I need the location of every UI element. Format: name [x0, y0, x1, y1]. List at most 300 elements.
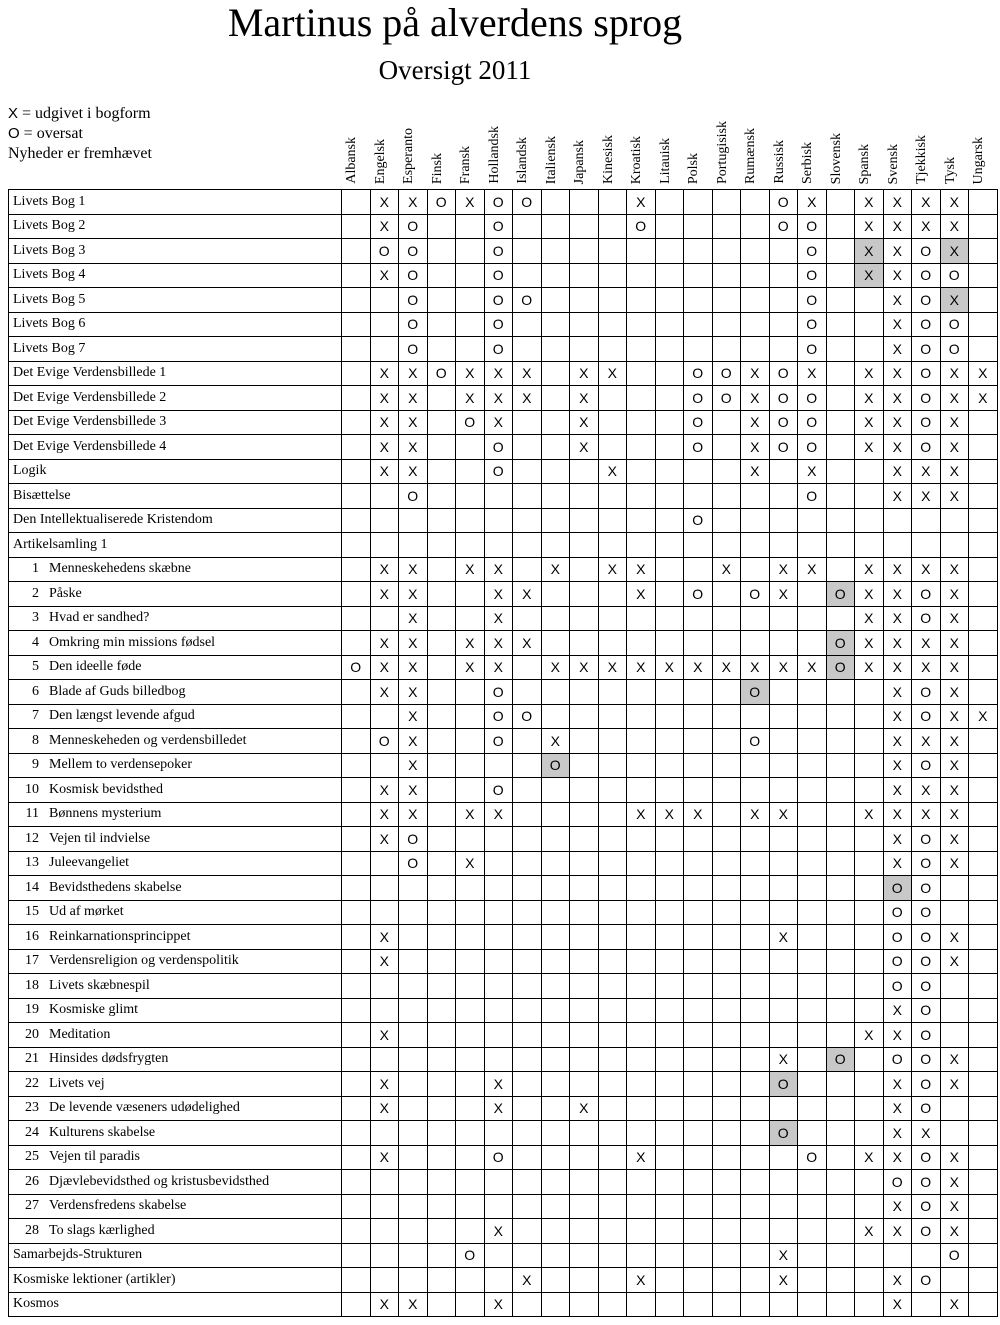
cell-svensk: X — [883, 1194, 912, 1219]
cell-slovensk — [826, 190, 855, 215]
cell-kinesisk — [598, 410, 627, 435]
cell-rumænsk — [741, 557, 770, 582]
cell-spansk: X — [855, 435, 884, 460]
cell-slovensk — [826, 925, 855, 950]
table-row — [9, 1121, 998, 1146]
cell-kinesisk — [598, 1072, 627, 1097]
row-title-text: Reinkarnationsprincippet — [49, 928, 191, 944]
row-title-text: Livets Bog 3 — [13, 242, 86, 258]
cell-hollandsk: X — [484, 631, 513, 656]
cell-islandsk — [513, 1170, 542, 1195]
row-title-text: Logik — [13, 463, 47, 479]
cell-russisk — [769, 484, 798, 509]
row-number: 13 — [25, 855, 39, 871]
cell-esperanto — [399, 1121, 428, 1146]
row-number: 21 — [25, 1051, 39, 1067]
language-label: Albansk — [344, 137, 360, 184]
cell-kinesisk — [598, 1096, 627, 1121]
cell-esperanto: X — [399, 753, 428, 778]
cell-hollandsk: O — [484, 312, 513, 337]
cell-tysk — [940, 876, 969, 901]
cell-islandsk — [513, 851, 542, 876]
cell-engelsk — [370, 606, 399, 631]
cell-albansk — [342, 1243, 371, 1268]
cell-finsk — [427, 1096, 456, 1121]
cell-italiensk — [541, 827, 570, 852]
cell-rumænsk — [741, 1170, 770, 1195]
cell-portugisisk — [712, 1023, 741, 1048]
cell-rumænsk — [741, 312, 770, 337]
cell-russisk — [769, 1219, 798, 1244]
cell-fransk — [456, 900, 485, 925]
cell-slovensk — [826, 729, 855, 754]
cell-ungarsk — [969, 949, 998, 974]
cell-serbisk — [798, 974, 827, 999]
cell-kroatisk — [627, 827, 656, 852]
cell-kroatisk — [627, 876, 656, 901]
language-header-14 — [737, 110, 766, 186]
cell-spansk — [855, 1243, 884, 1268]
cell-spansk: X — [855, 631, 884, 656]
cell-portugisisk — [712, 239, 741, 264]
row-title-text: Menneskeheden og verdensbilledet — [49, 732, 247, 748]
cell-hollandsk — [484, 484, 513, 509]
cell-italiensk — [541, 974, 570, 999]
row-number: 23 — [25, 1100, 39, 1116]
cell-hollandsk: O — [484, 239, 513, 264]
cell-kinesisk — [598, 1023, 627, 1048]
cell-spansk — [855, 827, 884, 852]
row-number: 3 — [32, 610, 39, 626]
cell-serbisk: O — [798, 410, 827, 435]
cell-esperanto: O — [399, 827, 428, 852]
cell-islandsk — [513, 1219, 542, 1244]
cell-litauisk — [655, 631, 684, 656]
cell-islandsk — [513, 974, 542, 999]
cell-kinesisk — [598, 582, 627, 607]
cell-rumænsk — [741, 851, 770, 876]
cell-islandsk — [513, 876, 542, 901]
row-title — [9, 1243, 342, 1268]
cell-fransk — [456, 288, 485, 313]
cell-russisk — [769, 533, 798, 558]
row-number: 9 — [32, 757, 39, 773]
cell-slovensk — [826, 851, 855, 876]
cell-polsk: O — [684, 361, 713, 386]
cell-islandsk — [513, 508, 542, 533]
cell-polsk: O — [684, 582, 713, 607]
cell-fransk: O — [456, 1243, 485, 1268]
row-title — [9, 876, 342, 901]
cell-finsk — [427, 680, 456, 705]
cell-japansk — [570, 876, 599, 901]
cell-kinesisk — [598, 631, 627, 656]
language-label: Islandsk — [515, 137, 531, 184]
cell-russisk: O — [769, 214, 798, 239]
cell-engelsk: X — [370, 459, 399, 484]
cell-rumænsk: X — [741, 655, 770, 680]
cell-litauisk — [655, 557, 684, 582]
cell-litauisk — [655, 876, 684, 901]
cell-serbisk — [798, 851, 827, 876]
cell-kroatisk — [627, 1219, 656, 1244]
cell-italiensk — [541, 1292, 570, 1317]
cell-hollandsk: O — [484, 459, 513, 484]
cell-russisk: O — [769, 435, 798, 460]
cell-hollandsk: X — [484, 410, 513, 435]
cell-fransk — [456, 949, 485, 974]
cell-polsk — [684, 459, 713, 484]
cell-engelsk: X — [370, 778, 399, 803]
cell-polsk — [684, 680, 713, 705]
cell-italiensk — [541, 778, 570, 803]
cell-islandsk — [513, 312, 542, 337]
cell-kinesisk — [598, 778, 627, 803]
cell-polsk — [684, 263, 713, 288]
cell-islandsk: X — [513, 386, 542, 411]
cell-kroatisk — [627, 312, 656, 337]
language-header-12 — [680, 110, 709, 186]
cell-hollandsk — [484, 998, 513, 1023]
cell-polsk — [684, 239, 713, 264]
cell-polsk — [684, 949, 713, 974]
table-row — [9, 582, 998, 607]
cell-kroatisk — [627, 631, 656, 656]
cell-tysk: X — [940, 435, 969, 460]
cell-hollandsk: O — [484, 337, 513, 362]
cell-kroatisk — [627, 263, 656, 288]
cell-litauisk — [655, 337, 684, 362]
cell-kroatisk — [627, 998, 656, 1023]
cell-kinesisk — [598, 851, 627, 876]
cell-fransk — [456, 214, 485, 239]
cell-italiensk: X — [541, 729, 570, 754]
cell-rumænsk — [741, 876, 770, 901]
cell-albansk — [342, 1268, 371, 1293]
cell-esperanto: X — [399, 631, 428, 656]
cell-finsk — [427, 1219, 456, 1244]
row-title-text: Ud af mørket — [49, 904, 124, 920]
cell-japansk — [570, 753, 599, 778]
cell-tjekkisk: O — [912, 263, 941, 288]
cell-litauisk — [655, 680, 684, 705]
cell-islandsk — [513, 239, 542, 264]
cell-kinesisk — [598, 1243, 627, 1268]
cell-finsk — [427, 337, 456, 362]
cell-ungarsk — [969, 606, 998, 631]
cell-esperanto — [399, 974, 428, 999]
cell-hollandsk: X — [484, 1072, 513, 1097]
cell-serbisk — [798, 900, 827, 925]
row-title-text: Mellem to verdensepoker — [49, 757, 193, 773]
row-title — [9, 239, 342, 264]
cell-ungarsk — [969, 239, 998, 264]
table-row — [9, 680, 998, 705]
cell-portugisisk — [712, 1243, 741, 1268]
table-row — [9, 655, 998, 680]
cell-portugisisk — [712, 484, 741, 509]
cell-japansk — [570, 533, 599, 558]
cell-kinesisk — [598, 1268, 627, 1293]
cell-kroatisk — [627, 1194, 656, 1219]
cell-serbisk: O — [798, 337, 827, 362]
cell-russisk — [769, 631, 798, 656]
language-header-17 — [823, 110, 852, 186]
cell-serbisk — [798, 606, 827, 631]
cell-albansk — [342, 312, 371, 337]
cell-hollandsk — [484, 827, 513, 852]
cell-italiensk — [541, 337, 570, 362]
cell-islandsk — [513, 753, 542, 778]
cell-tjekkisk: O — [912, 998, 941, 1023]
cell-serbisk: O — [798, 386, 827, 411]
cell-slovensk: O — [826, 631, 855, 656]
cell-rumænsk — [741, 1072, 770, 1097]
cell-spansk — [855, 1096, 884, 1121]
cell-serbisk: X — [798, 190, 827, 215]
cell-serbisk — [798, 1170, 827, 1195]
cell-portugisisk — [712, 778, 741, 803]
language-header-13 — [709, 110, 738, 186]
cell-italiensk — [541, 802, 570, 827]
cell-rumænsk — [741, 1219, 770, 1244]
cell-italiensk — [541, 900, 570, 925]
row-number: 6 — [32, 683, 39, 699]
cell-spansk — [855, 900, 884, 925]
cell-tjekkisk: O — [912, 288, 941, 313]
cell-rumænsk — [741, 214, 770, 239]
cell-ungarsk — [969, 827, 998, 852]
table-row — [9, 802, 998, 827]
cell-serbisk: O — [798, 1145, 827, 1170]
cell-esperanto — [399, 998, 428, 1023]
cell-serbisk: O — [798, 484, 827, 509]
cell-tysk: X — [940, 1145, 969, 1170]
row-title — [9, 337, 342, 362]
cell-esperanto: O — [399, 288, 428, 313]
cell-ungarsk — [969, 484, 998, 509]
cell-spansk — [855, 778, 884, 803]
row-title — [9, 900, 342, 925]
cell-engelsk: X — [370, 582, 399, 607]
cell-kroatisk: X — [627, 655, 656, 680]
cell-litauisk — [655, 925, 684, 950]
cell-tjekkisk: O — [912, 1072, 941, 1097]
cell-portugisisk — [712, 1072, 741, 1097]
cell-tysk — [940, 1023, 969, 1048]
cell-svensk — [883, 1243, 912, 1268]
row-title-text: Det Evige Verdensbillede 2 — [13, 389, 167, 405]
table-row — [9, 631, 998, 656]
cell-litauisk — [655, 214, 684, 239]
cell-svensk: X — [883, 1219, 912, 1244]
cell-serbisk — [798, 533, 827, 558]
cell-fransk — [456, 1047, 485, 1072]
cell-italiensk: X — [541, 655, 570, 680]
cell-finsk — [427, 533, 456, 558]
row-title — [9, 1292, 342, 1317]
cell-tysk: O — [940, 1243, 969, 1268]
row-title — [9, 361, 342, 386]
cell-hollandsk: O — [484, 1145, 513, 1170]
cell-hollandsk — [484, 876, 513, 901]
cell-islandsk — [513, 263, 542, 288]
cell-finsk — [427, 876, 456, 901]
cell-tysk: X — [940, 239, 969, 264]
cell-russisk — [769, 606, 798, 631]
cell-polsk — [684, 1219, 713, 1244]
cell-japansk — [570, 1194, 599, 1219]
cell-kroatisk — [627, 1292, 656, 1317]
cell-albansk — [342, 900, 371, 925]
table-row — [9, 508, 998, 533]
cell-japansk — [570, 778, 599, 803]
cell-polsk — [684, 704, 713, 729]
cell-fransk: X — [456, 361, 485, 386]
cell-albansk — [342, 410, 371, 435]
cell-engelsk — [370, 484, 399, 509]
cell-spansk: X — [855, 386, 884, 411]
cell-fransk — [456, 1121, 485, 1146]
cell-tysk: O — [940, 337, 969, 362]
cell-serbisk: X — [798, 459, 827, 484]
row-number: 15 — [25, 904, 39, 920]
cell-tysk — [940, 1096, 969, 1121]
cell-japansk — [570, 680, 599, 705]
cell-svensk: X — [883, 1072, 912, 1097]
cell-tjekkisk: O — [912, 949, 941, 974]
cell-esperanto — [399, 1072, 428, 1097]
cell-svensk: X — [883, 655, 912, 680]
cell-italiensk — [541, 998, 570, 1023]
cell-fransk: O — [456, 410, 485, 435]
cell-serbisk — [798, 582, 827, 607]
cell-kinesisk — [598, 533, 627, 558]
cell-kinesisk — [598, 312, 627, 337]
cell-japansk — [570, 631, 599, 656]
cell-russisk — [769, 263, 798, 288]
cell-italiensk — [541, 312, 570, 337]
cell-esperanto: X — [399, 557, 428, 582]
cell-svensk: O — [883, 900, 912, 925]
cell-engelsk — [370, 998, 399, 1023]
cell-engelsk: X — [370, 680, 399, 705]
table-row — [9, 1292, 998, 1317]
cell-litauisk — [655, 582, 684, 607]
cell-finsk — [427, 312, 456, 337]
row-title-text: Artikelsamling 1 — [13, 536, 108, 552]
cell-tjekkisk: X — [912, 655, 941, 680]
cell-islandsk — [513, 557, 542, 582]
language-label: Tjekkisk — [914, 135, 930, 184]
cell-tysk: X — [940, 1219, 969, 1244]
cell-albansk — [342, 190, 371, 215]
cell-spansk — [855, 1072, 884, 1097]
cell-slovensk — [826, 949, 855, 974]
cell-litauisk — [655, 1243, 684, 1268]
cell-ungarsk — [969, 631, 998, 656]
cell-tysk — [940, 533, 969, 558]
language-label: Kroatisk — [629, 135, 645, 184]
cell-ungarsk — [969, 925, 998, 950]
cell-ungarsk — [969, 288, 998, 313]
cell-islandsk — [513, 729, 542, 754]
cell-finsk — [427, 753, 456, 778]
row-title-text: Påske — [49, 585, 82, 601]
cell-hollandsk — [484, 1121, 513, 1146]
cell-litauisk — [655, 1170, 684, 1195]
cell-russisk — [769, 312, 798, 337]
cell-polsk: X — [684, 655, 713, 680]
cell-russisk: O — [769, 410, 798, 435]
cell-russisk — [769, 1096, 798, 1121]
cell-albansk — [342, 974, 371, 999]
cell-kinesisk — [598, 827, 627, 852]
cell-japansk — [570, 1121, 599, 1146]
cell-polsk: O — [684, 508, 713, 533]
cell-rumænsk — [741, 484, 770, 509]
cell-japansk — [570, 214, 599, 239]
cell-polsk — [684, 1023, 713, 1048]
cell-tjekkisk: O — [912, 435, 941, 460]
cell-russisk — [769, 288, 798, 313]
cell-engelsk — [370, 533, 399, 558]
cell-rumænsk: O — [741, 729, 770, 754]
language-label: Italiensk — [543, 135, 559, 184]
table-row — [9, 533, 998, 558]
language-label: Finsk — [429, 152, 445, 184]
cell-esperanto: X — [399, 190, 428, 215]
cell-slovensk — [826, 1170, 855, 1195]
cell-italiensk — [541, 459, 570, 484]
table-row — [9, 263, 998, 288]
cell-engelsk: X — [370, 1292, 399, 1317]
cell-portugisisk — [712, 802, 741, 827]
table-row — [9, 214, 998, 239]
cell-kinesisk — [598, 998, 627, 1023]
cell-italiensk — [541, 680, 570, 705]
cell-hollandsk — [484, 1194, 513, 1219]
cell-fransk — [456, 533, 485, 558]
cell-hollandsk: O — [484, 214, 513, 239]
cell-ungarsk — [969, 533, 998, 558]
cell-finsk — [427, 729, 456, 754]
cell-svensk: O — [883, 925, 912, 950]
cell-fransk: X — [456, 386, 485, 411]
cell-tjekkisk: X — [912, 1121, 941, 1146]
cell-ungarsk — [969, 1268, 998, 1293]
cell-spansk: X — [855, 410, 884, 435]
table-row — [9, 1194, 998, 1219]
cell-hollandsk: X — [484, 361, 513, 386]
cell-svensk: X — [883, 410, 912, 435]
cell-tjekkisk: X — [912, 631, 941, 656]
cell-italiensk — [541, 1243, 570, 1268]
cell-islandsk: X — [513, 631, 542, 656]
row-title — [9, 459, 342, 484]
cell-slovensk — [826, 1096, 855, 1121]
cell-italiensk — [541, 704, 570, 729]
cell-kinesisk — [598, 1292, 627, 1317]
row-title-text: Det Evige Verdensbillede 4 — [13, 438, 167, 454]
cell-serbisk: X — [798, 361, 827, 386]
row-title-text: Samarbejds-Strukturen — [13, 1247, 143, 1263]
cell-tjekkisk: O — [912, 1096, 941, 1121]
cell-japansk — [570, 704, 599, 729]
table-row — [9, 925, 998, 950]
cell-fransk — [456, 1292, 485, 1317]
cell-islandsk: X — [513, 361, 542, 386]
